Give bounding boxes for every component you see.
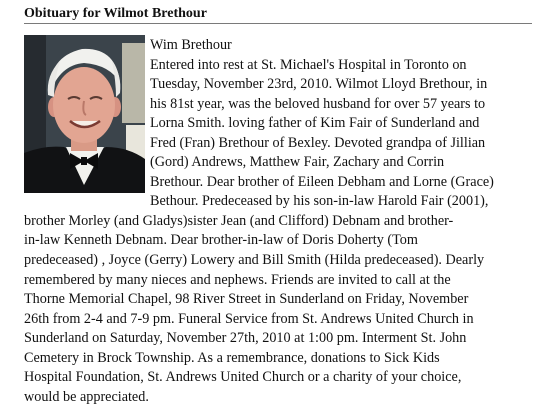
obituary-body xyxy=(24,36,532,407)
obituary-heading: Obituary for Wilmot Brethour xyxy=(24,6,207,21)
obituary-line: Wim Brethour xyxy=(150,37,232,53)
obituary-line: Lorna Smith. loving father of Kim Fair of Sunderland and xyxy=(150,115,480,132)
obituary-line: Sunderland on Saturday, November 27th, 2010 at 1:00 pm. Interment St. John xyxy=(24,330,467,347)
obituary-line: Tuesday, November 23rd, 2010. Wilmot Lloyd Brethour, in xyxy=(150,76,488,93)
obituary-line: his 81st year, was the beloved husband for over 57 years to xyxy=(150,95,486,112)
obituary-line: predeceased) , Joyce (Gerry) Lowery and Bill Smith (Hilda predeceased). Dearly xyxy=(24,252,485,269)
heading-divider xyxy=(24,23,532,24)
photo-spacer xyxy=(24,36,145,194)
obituary-line: Cemetery in Brock Township. As a remembrance, donations to Sick Kids xyxy=(24,349,440,366)
obituary-line: Thorne Memorial Chapel, 98 River Street in Sunderland on Friday, November xyxy=(24,291,469,308)
obituary-line: brother Morley (and Gladys)sister Jean (and Clifford) Debnam and brother- xyxy=(24,212,454,229)
obituary-line: Bethour. Predeceased by his son-in-law Harold Fair (2001), xyxy=(150,193,489,210)
obituary-line: Fred (Fran) Brethour of Bexley. Devoted grandpa of Jillian xyxy=(150,134,486,151)
obituary-line: Hospital Foundation, St. Andrews United Church or a charity of your choice, xyxy=(24,369,462,386)
obituary-line: (Gord) Andrews, Matthew Fair, Zachary and Corrin xyxy=(150,154,445,171)
obituary-line: Entered into rest at St. Michael's Hospital in Toronto on xyxy=(150,56,467,73)
obituary-line: Brethour. Dear brother of Eileen Debham and Lorne (Grace) xyxy=(150,173,494,190)
obituary-line: in-law Kenneth Debnam. Dear brother-in-law of Doris Doherty (Tom xyxy=(24,232,418,249)
obituary-line: would be appreciated. xyxy=(24,388,149,405)
obituary-line: 26th from 2-4 and 7-9 pm. Funeral Service from St. Andrews United Church in xyxy=(24,310,474,327)
obituary-line: remembered by many nieces and nephews. Friends are invited to call at the xyxy=(24,271,451,288)
